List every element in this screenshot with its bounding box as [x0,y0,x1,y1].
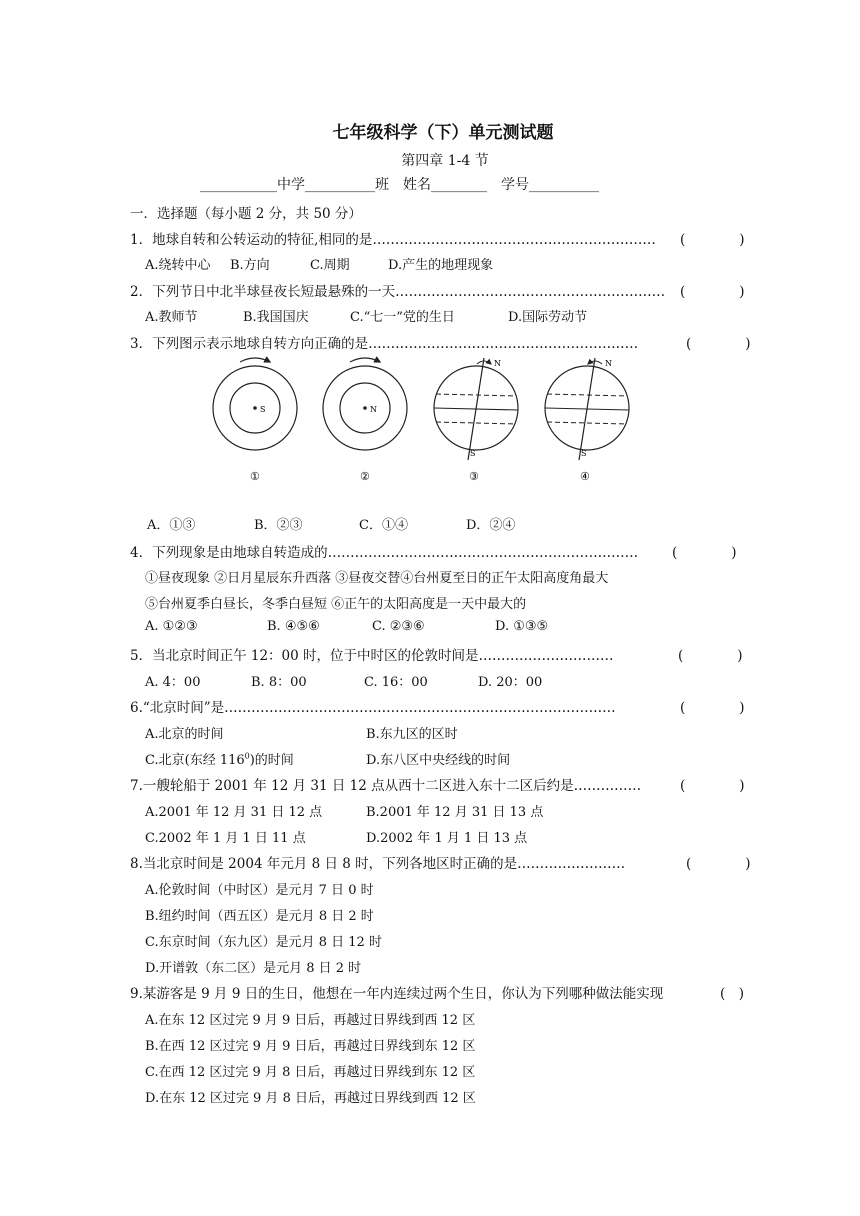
fig4-s-label: S [581,449,587,458]
question-9-stem: 9.某游客是 9 月 9 日的生日，他想在一年内连续过两个生日，你认为下列哪种做法能实现 [130,986,664,1002]
question-6-stem: 6.“北京时间”是…………………………………………………………………………… [130,700,616,716]
page-title: 七年级科学（下）单元测试题 [332,123,554,143]
student-info-line: ___________中学__________班 姓名________ 学号__________ [200,177,599,193]
q1-option-a: A.绕转中心 [145,258,211,273]
question-3-stem: 3．下列图示表示地球自转方向正确的是…………………………………………………… [130,336,639,352]
fig4-n-label: N [605,359,612,368]
q4-option-a: A. ①②③ [145,619,198,634]
q4-option-d: D. ①③⑤ [495,619,549,634]
fig1-s-label: S [260,405,266,414]
answer-blank-5: ( ) [678,648,743,664]
question-7-stem: 7.一艘轮船于 2001 年 12 月 31 日 12 点从西十二区进入东十二区后约是…………… [130,778,642,794]
fig-label-4: ④ [580,470,590,483]
q5-option-c: C. 16：00 [364,675,428,690]
q6-option-b: B.东九区的区时 [366,727,458,742]
q8-option-b: B.纽约时间（西五区）是元月 8 日 2 时 [145,909,374,924]
q2-option-b: B.我国国庆 [243,310,309,325]
fig-label-3: ③ [469,470,479,483]
question-2-stem: 2．下列节日中北半球昼夜长短最悬殊的一天…………………………………………………… [130,284,666,300]
question-8-stem: 8.当北京时间是 2004 年元月 8 日 8 时，下列各地区时正确的是…………………… [130,856,626,872]
diagram-2-north-pole-view [323,358,407,483]
q3-option-c: C．①④ [359,518,408,533]
q7-option-d: D.2002 年 1 月 1 日 13 点 [366,831,528,846]
fig3-n-label: N [494,359,501,368]
q9-option-b: B.在西 12 区过完 9 月 9 日后，再越过日界线到东 12 区 [145,1039,476,1054]
question-5-stem: 5．当北京时间正午 12：00 时，位于中时区的伦敦时间是………………………… [130,648,614,664]
question-1-stem: 1．地球自转和公转运动的特征,相同的是……………………………………………………… [130,232,656,248]
fig3-s-label: S [470,449,476,458]
q5-option-d: D. 20：00 [478,675,543,690]
q1-option-b: B.方向 [230,258,270,273]
q7-option-b: B.2001 年 12 月 31 日 13 点 [366,805,544,820]
earth-rotation-figure [200,352,650,492]
fig-label-2: ② [360,470,370,483]
q4-option-b: B. ④⑤⑥ [267,619,320,634]
chapter-subtitle: 第四章 1-4 节 [401,153,489,169]
q8-option-d: D.开谱敦（东二区）是元月 8 日 2 时 [145,961,362,976]
q6-option-d: D.东八区中央经线的时间 [366,753,511,768]
fig2-n-label: N [370,405,377,414]
q3-option-b: B．②③ [254,518,303,533]
question-4-stem: 4．下列现象是由地球自转造成的…………………………………………………………… [130,545,639,561]
answer-blank-6: ( ) [680,700,745,716]
q6-option-c: C.北京(东经 $116^0$)的时间 [145,751,294,768]
fig-label-1: ① [250,470,260,483]
q7-option-a: A.2001 年 12 月 31 日 12 点 [145,805,323,820]
q9-option-a: A.在东 12 区过完 9 月 9 日后，再越过日界线到西 12 区 [145,1013,476,1028]
q4-statement-line-2: ⑤台州夏季白昼长，冬季白昼短 ⑥正午的太阳高度是一天中最大的 [145,597,527,612]
q2-option-c: C.“七一”党的生日 [350,310,455,325]
answer-blank-8: ( ) [686,856,751,872]
answer-blank-7: ( ) [680,778,745,794]
diagram-1-south-pole-view [213,358,297,483]
q4-option-c: C. ②③⑥ [372,619,425,634]
q2-option-a: A.教师节 [145,310,198,325]
answer-blank-1: ( ) [680,232,745,248]
q4-statement-line-1: ①昼夜现象 ②日月星辰东升西落 ③昼夜交替④台州夏至日的正午太阳高度角最大 [145,571,609,586]
q5-option-a: A. 4：00 [145,675,201,690]
answer-blank-2: ( ) [680,284,745,300]
q6-option-a: A.北京的时间 [145,727,224,742]
q9-option-d: D.在东 12 区过完 9 月 8 日后，再越过日界线到西 12 区 [145,1091,476,1106]
answer-blank-9: ( ) [720,986,745,1002]
q1-option-d: D.产生的地理现象 [388,258,494,273]
q7-option-c: C.2002 年 1 月 1 日 11 点 [145,831,306,846]
q9-option-c: C.在西 12 区过完 9 月 8 日后，再越过日界线到东 12 区 [145,1065,476,1080]
q3-option-d: D．②④ [466,518,516,533]
q8-option-c: C.东京时间（东九区）是元月 8 日 12 时 [145,935,382,950]
diagram-4-globe [545,358,629,483]
section-heading: 一．选择题（每小题 2 分，共 50 分） [130,206,362,222]
answer-blank-4: ( ) [672,545,737,561]
diagram-3-globe [434,358,518,483]
answer-blank-3: ( ) [686,336,751,352]
q1-option-c: C.周期 [310,258,350,273]
q3-option-a: A．①③ [147,518,196,533]
q2-option-d: D.国际劳动节 [508,310,588,325]
q8-option-a: A.伦敦时间（中时区）是元月 7 日 0 时 [145,883,374,898]
q5-option-b: B. 8：00 [251,675,307,690]
